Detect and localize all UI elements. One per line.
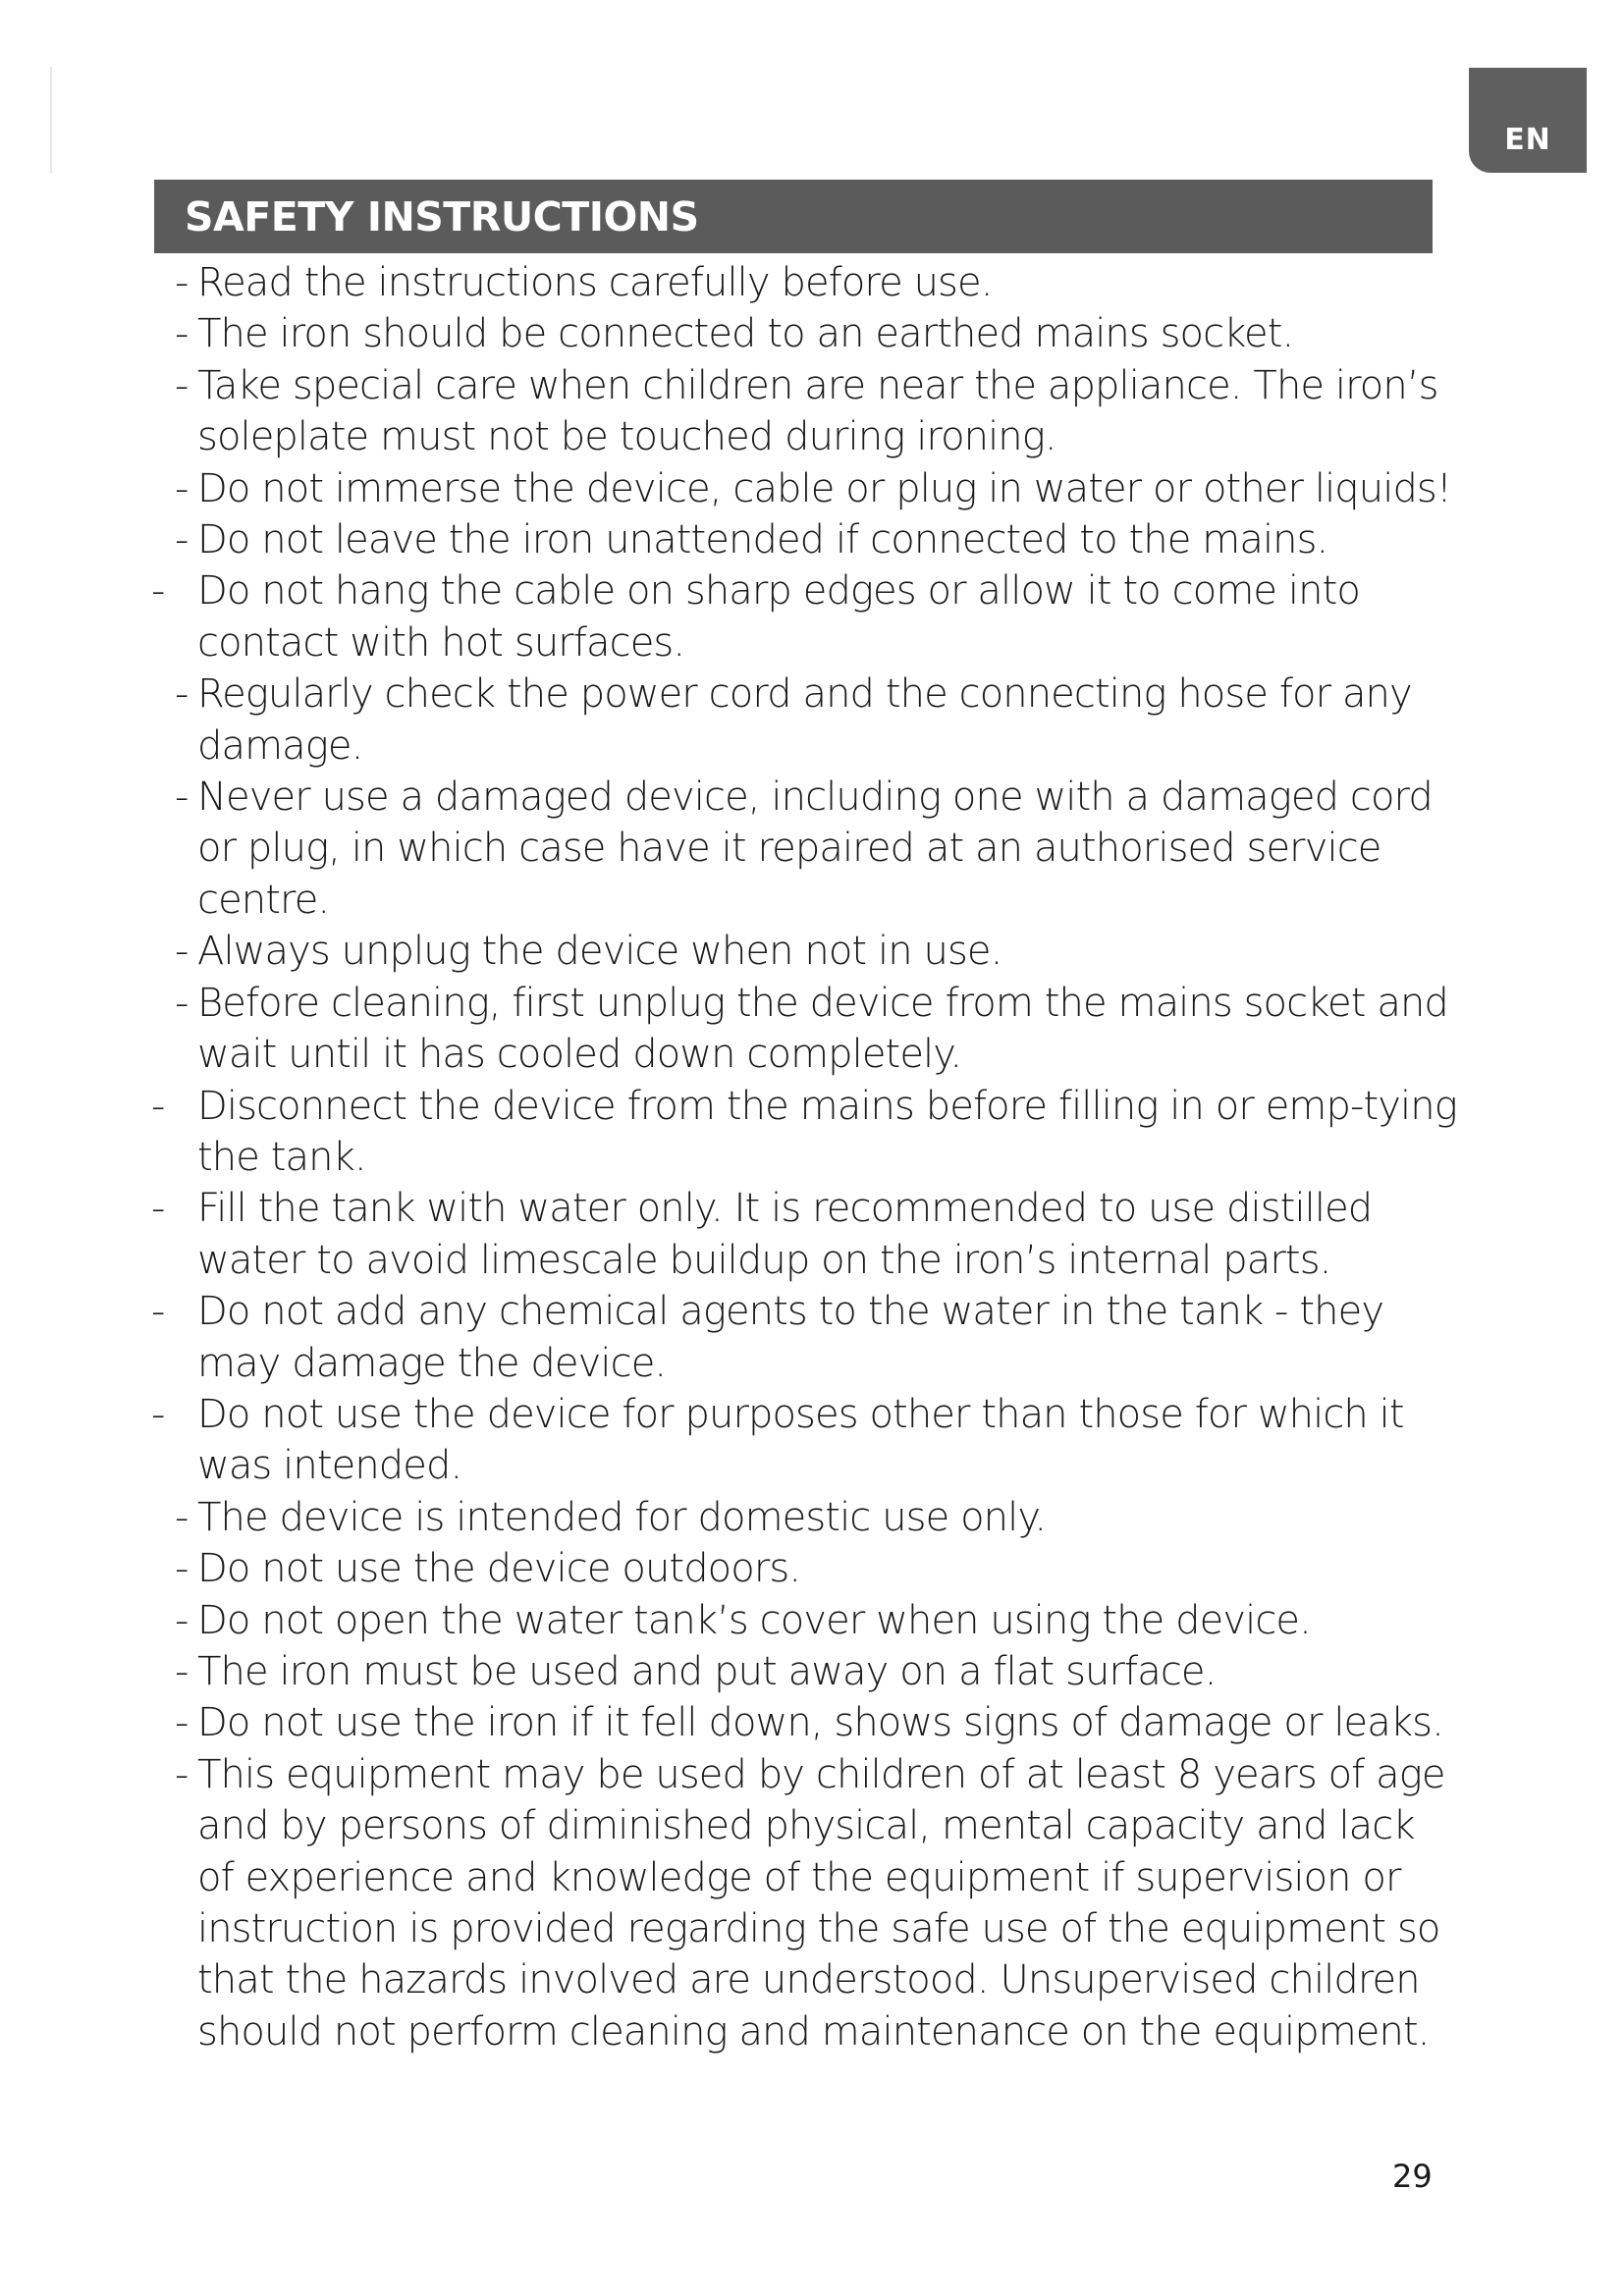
instruction-text: Take special care when children are near the appliance. The iron’s soleplate must not be touched during ironing. bbox=[197, 362, 1438, 460]
list-dash: - bbox=[175, 362, 189, 408]
list-dash: - bbox=[151, 1083, 165, 1129]
instruction-item bbox=[0, 772, 1624, 926]
instruction-item bbox=[0, 257, 1624, 308]
list-dash: - bbox=[175, 311, 189, 357]
instruction-text: Regularly check the power cord and the connecting hose for any damage. bbox=[197, 671, 1412, 769]
instruction-text: Do not immerse the device, cable or plug in water or other liquids! bbox=[197, 465, 1452, 511]
list-dash: - bbox=[175, 980, 189, 1026]
list-dash: - bbox=[175, 1700, 189, 1746]
margin-divider bbox=[50, 67, 52, 173]
instruction-item bbox=[0, 1492, 1624, 1543]
instruction-text: The iron should be connected to an earthed mains socket. bbox=[197, 311, 1294, 357]
list-dash: - bbox=[151, 1186, 165, 1232]
list-dash: - bbox=[175, 774, 189, 821]
list-dash: - bbox=[151, 1289, 165, 1335]
instruction-text: The device is intended for domestic use only. bbox=[197, 1494, 1047, 1540]
instruction-text: Do not add any chemical agents to the water in the tank - they may damage the device. bbox=[197, 1289, 1384, 1386]
list-dash: - bbox=[175, 260, 189, 305]
language-tab: EN bbox=[1469, 68, 1587, 173]
instruction-item bbox=[0, 360, 1624, 463]
instruction-item bbox=[0, 1389, 1624, 1492]
instruction-text: Fill the tank with water only. It is recommended to use distilled water to avoid limescale buildup on the iron’s internal parts. bbox=[197, 1186, 1373, 1283]
instruction-item bbox=[0, 1646, 1624, 1697]
instruction-text: Do not leave the iron unattended if connected to the mains. bbox=[197, 517, 1328, 563]
list-dash: - bbox=[175, 1648, 189, 1694]
instruction-item bbox=[0, 1543, 1624, 1594]
instruction-text: Do not use the iron if it fell down, shows signs of damage or leaks. bbox=[197, 1700, 1443, 1746]
instruction-item bbox=[0, 668, 1624, 772]
instruction-item bbox=[0, 978, 1624, 1081]
instruction-text: Do not use the device for purposes other than those for which it was intended. bbox=[197, 1391, 1404, 1489]
instruction-text: Do not hang the cable on sharp edges or allow it to come into contact with hot surfaces. bbox=[197, 568, 1360, 666]
list-dash: - bbox=[151, 1391, 165, 1437]
instruction-item bbox=[0, 1286, 1624, 1389]
list-dash: - bbox=[151, 568, 165, 614]
instruction-item bbox=[0, 1697, 1624, 1748]
safety-instructions-list bbox=[0, 257, 1624, 2057]
list-dash: - bbox=[175, 1751, 189, 1797]
instruction-text: Do not open the water tank’s cover when using the device. bbox=[197, 1597, 1311, 1643]
instruction-item bbox=[0, 1749, 1624, 2057]
instruction-text: Always unplug the device when not in use. bbox=[197, 929, 1002, 975]
instruction-text: Read the instructions carefully before use. bbox=[197, 260, 993, 305]
list-dash: - bbox=[175, 1494, 189, 1540]
instruction-text: Never use a damaged device, including one with a damaged cord or plug, in which case have it repaired at an authorised service centre. bbox=[197, 774, 1433, 923]
instruction-item bbox=[0, 463, 1624, 514]
instruction-item bbox=[0, 1081, 1624, 1184]
instruction-text: Before cleaning, first unplug the device from the mains socket and wait until it has cooled down completely. bbox=[197, 980, 1448, 1078]
section-title: SAFETY INSTRUCTIONS bbox=[154, 180, 1433, 253]
list-dash: - bbox=[175, 671, 189, 718]
list-dash: - bbox=[175, 517, 189, 563]
instruction-text: Do not use the device outdoors. bbox=[197, 1546, 801, 1592]
instruction-item bbox=[0, 514, 1624, 565]
list-dash: - bbox=[175, 929, 189, 975]
list-dash: - bbox=[175, 1546, 189, 1592]
instruction-text: Disconnect the device from the mains before filling in or emp-tying the tank. bbox=[197, 1083, 1457, 1180]
instruction-text: This equipment may be used by children of at least 8 years of age and by persons of diminished physical, mental capacity and lack of experience and knowledge of the equipment if supervision or instruction is provided regarding the safe use of the equipment so that the hazards involved are understood. Unsupervised children should not perform cleaning and maintenance on the equipment. bbox=[197, 1751, 1445, 2055]
instruction-item bbox=[0, 926, 1624, 977]
instruction-item bbox=[0, 1183, 1624, 1286]
instruction-text: The iron must be used and put away on a flat surface. bbox=[197, 1648, 1217, 1694]
instruction-item bbox=[0, 1595, 1624, 1646]
instruction-item bbox=[0, 308, 1624, 359]
list-dash: - bbox=[175, 465, 189, 511]
page-number: 29 bbox=[1392, 2158, 1433, 2195]
list-dash: - bbox=[175, 1597, 189, 1643]
instruction-item bbox=[0, 565, 1624, 668]
